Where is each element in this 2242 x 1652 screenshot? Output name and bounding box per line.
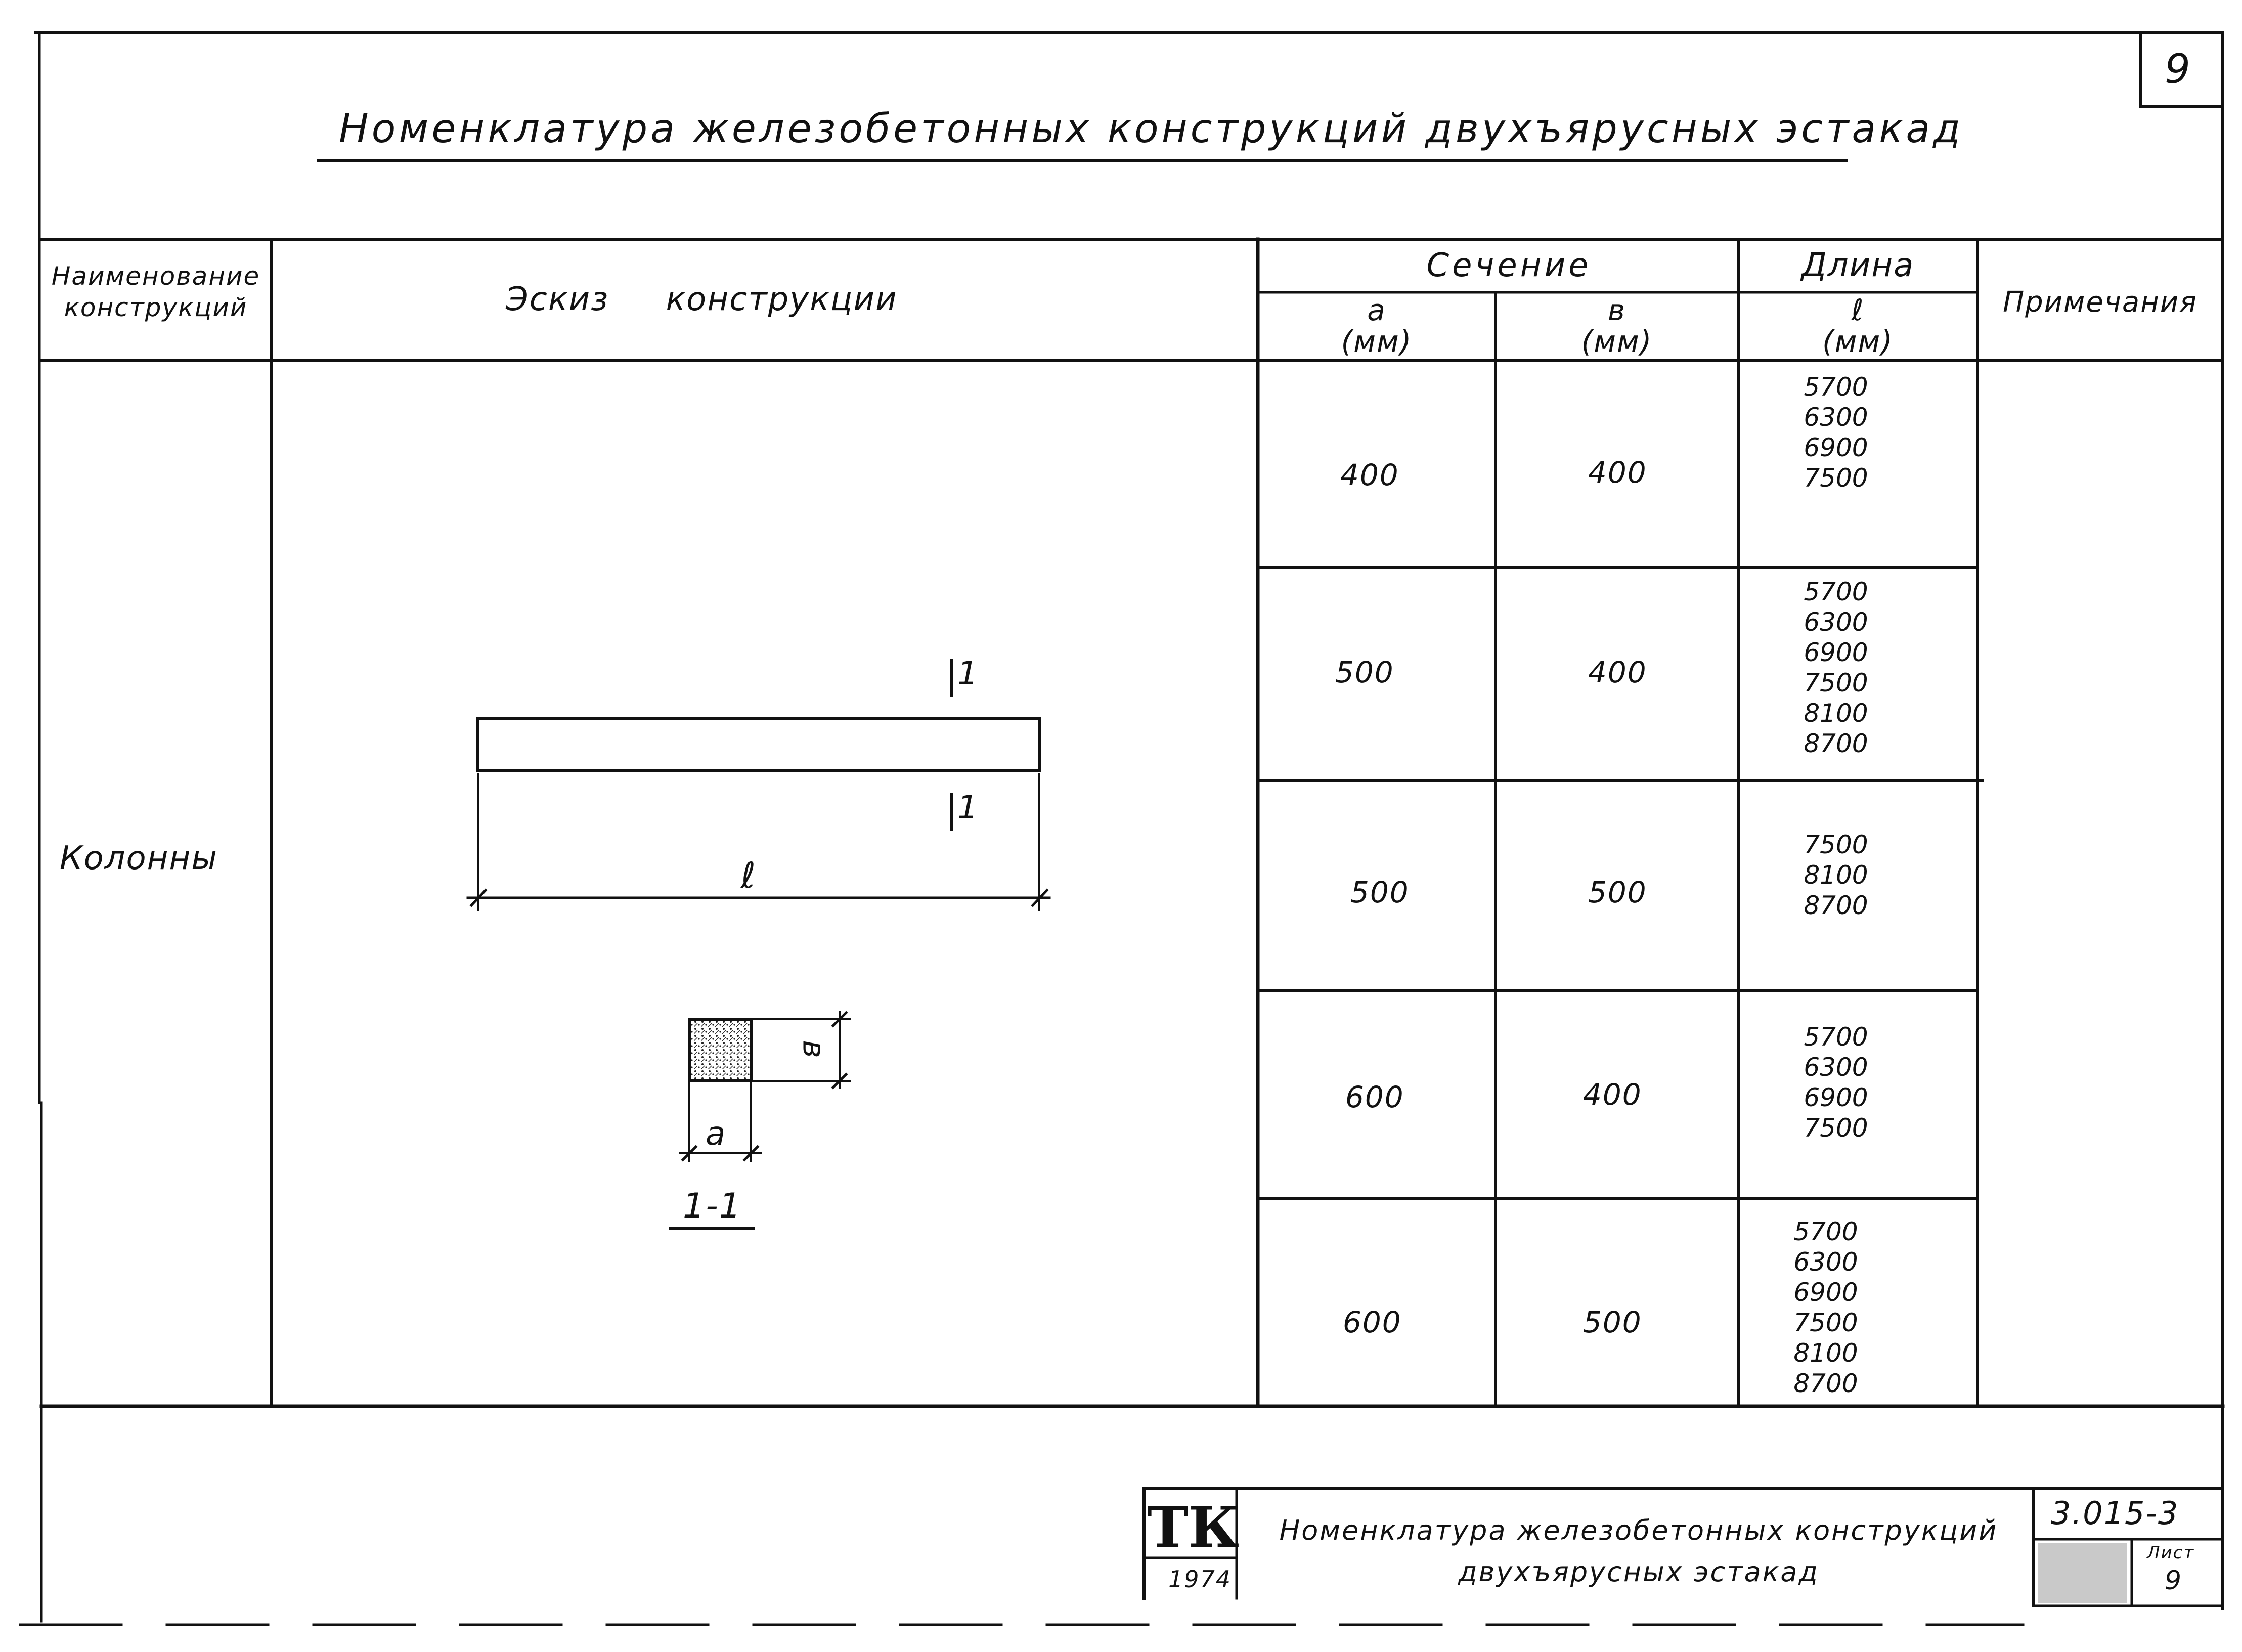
header-col-a-symbol: a	[1367, 293, 1386, 327]
row-4-length-2: 6300	[1804, 1053, 1868, 1082]
row-4-a: 600	[1345, 1080, 1404, 1114]
row-3-length-3: 8700	[1804, 891, 1868, 920]
row-2-a: 500	[1335, 655, 1394, 689]
row-2-length-3: 6900	[1804, 638, 1868, 667]
header-col-a-unit: (мм)	[1341, 324, 1413, 359]
title-block-description: Номенклатура железобетонных конструкций двухъярусных эстакад	[1279, 1514, 1998, 1588]
header-name-line1: Наименование	[51, 262, 260, 291]
row-3-a: 500	[1350, 875, 1410, 909]
row-3-length-2: 8100	[1804, 860, 1868, 890]
header-col-length	[1738, 294, 1977, 357]
row-2-length-4: 7500	[1804, 668, 1868, 698]
row-3-length-1: 7500	[1804, 830, 1868, 859]
row-5-length-2: 6300	[1793, 1247, 1858, 1277]
row-5-a: 600	[1343, 1305, 1402, 1339]
header-length: Длина	[1801, 247, 1915, 284]
header-col-b	[1496, 294, 1738, 357]
row-1-lengths	[1760, 372, 1912, 493]
row-5-length-1: 5700	[1793, 1217, 1858, 1246]
row-4-lengths	[1760, 1022, 1912, 1143]
row-1-length-2: 6300	[1804, 403, 1868, 432]
row-3-b: 500	[1588, 875, 1647, 909]
row-4-b: 400	[1583, 1077, 1642, 1112]
header-col-length-unit: (мм)	[1822, 324, 1894, 359]
sheet-number: 9	[2165, 46, 2191, 93]
row-2-length-5: 8100	[1804, 699, 1868, 728]
row-1-a: 400	[1340, 458, 1399, 492]
row-3-lengths	[1760, 830, 1912, 921]
row-5-length-4: 7500	[1793, 1308, 1858, 1337]
section-label: 1-1	[683, 1186, 742, 1226]
row-1-length-3: 6900	[1804, 433, 1868, 462]
row-2-length-2: 6300	[1804, 607, 1868, 637]
row-5-length-3: 6900	[1793, 1278, 1858, 1307]
title-block-code: 3.015-3	[2051, 1495, 2179, 1532]
header-section: Сечение	[1426, 247, 1592, 284]
header-col-a	[1258, 294, 1496, 357]
cross-section-square	[689, 1019, 751, 1081]
header-sketch: Эскиз конструкции	[506, 281, 898, 318]
row-5-length-5: 8100	[1793, 1338, 1858, 1368]
title-block-sheet-label: Лист	[2147, 1543, 2195, 1563]
row-2-length-1: 5700	[1804, 577, 1868, 606]
row-2-b: 400	[1588, 655, 1647, 689]
title-block-sheet: 9	[2165, 1566, 2183, 1596]
row-1-length-4: 7500	[1804, 463, 1868, 493]
depth-label: a	[706, 1115, 727, 1153]
section-cut-label-top: 1	[957, 655, 979, 692]
row-4-length-1: 5700	[1804, 1022, 1868, 1052]
section-cut-label-bottom: 1	[957, 789, 979, 827]
width-label: в	[796, 1040, 831, 1059]
title-block-year: 1974	[1168, 1566, 1232, 1593]
row-5-b: 500	[1583, 1305, 1642, 1339]
length-label: ℓ	[741, 855, 757, 896]
header-col-b-symbol: в	[1607, 293, 1626, 327]
title-block-logo: ТК	[1147, 1495, 1239, 1560]
row-5-length-6: 8700	[1793, 1369, 1858, 1398]
row-4-length-3: 6900	[1804, 1083, 1868, 1112]
row-1-length-1: 5700	[1804, 372, 1868, 402]
row-5-lengths	[1750, 1216, 1902, 1399]
row-4-length-4: 7500	[1804, 1113, 1868, 1143]
title-block-stamp-shade	[2038, 1543, 2127, 1603]
row-1-b: 400	[1588, 455, 1647, 490]
column-elevation	[478, 718, 1039, 770]
header-name	[41, 260, 270, 323]
header-notes: Примечания	[2003, 286, 2197, 319]
row-2-lengths	[1760, 577, 1912, 759]
construction-name: Колонны	[60, 840, 218, 877]
header-name-line2: конструкций	[64, 293, 248, 322]
header-col-length-symbol: ℓ	[1851, 293, 1865, 327]
row-2-length-6: 8700	[1804, 729, 1868, 758]
header-col-b-unit: (мм)	[1581, 324, 1653, 359]
page-title: Номенклатура железобетонных конструкций двухъярусных эстакад	[339, 106, 1964, 152]
